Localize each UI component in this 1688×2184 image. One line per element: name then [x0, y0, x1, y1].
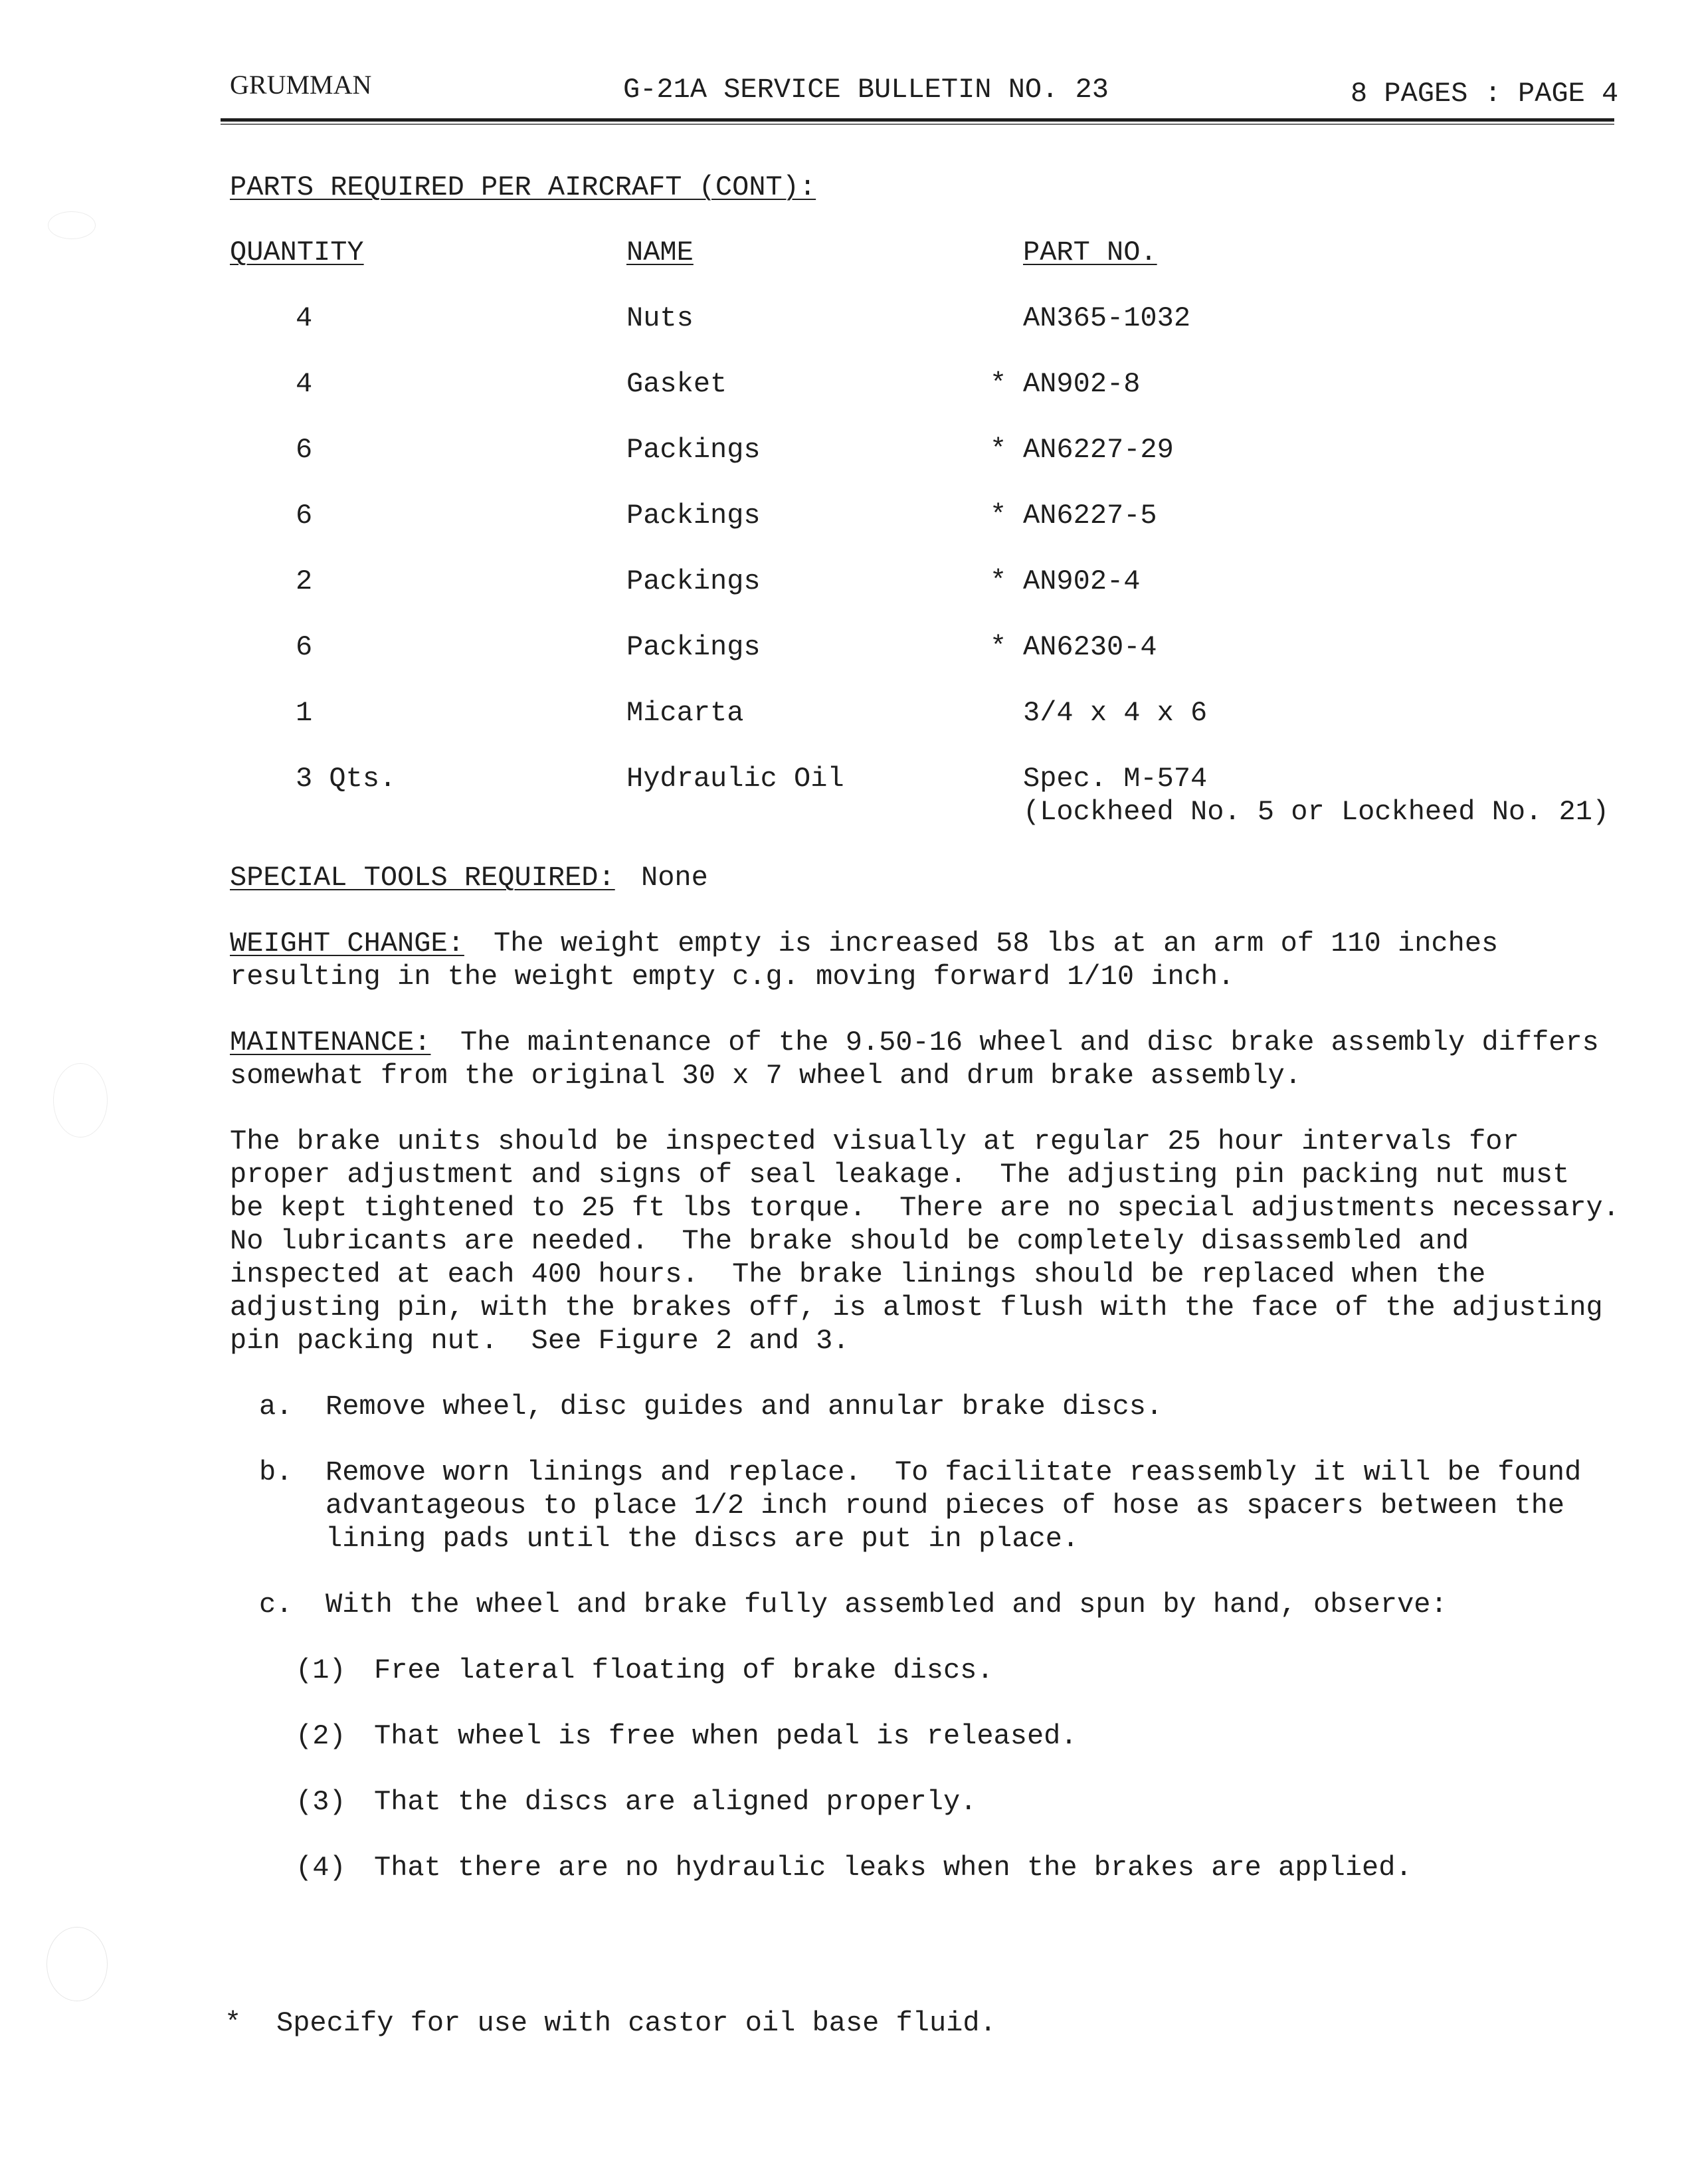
substep-marker: (3): [296, 1786, 346, 1818]
header-center: G-21A SERVICE BULLETIN NO. 23: [623, 74, 1109, 106]
paragraph-line: No lubricants are needed. The brake should be completely disassembled and: [230, 1225, 1469, 1257]
col-quantity-header: QUANTITY: [230, 237, 364, 268]
paragraph-line: The brake units should be inspected visually at regular 25 hour intervals for: [230, 1126, 1519, 1157]
substep-text: That wheel is free when pedal is released.: [374, 1720, 1078, 1752]
row-name: Gasket: [626, 368, 727, 400]
header-rule-thin: [221, 124, 1614, 125]
weight-change-label: WEIGHT CHANGE:: [230, 928, 464, 959]
row-name: Nuts: [626, 302, 694, 334]
footnote-text: Specify for use with castor oil base fluid.: [276, 2007, 996, 2039]
row-part-no: 3/4 x 4 x 6: [1023, 697, 1208, 729]
footnote-marker: *: [225, 2007, 242, 2039]
row-name: Micarta: [626, 697, 744, 729]
step-marker: a.: [259, 1391, 293, 1423]
weight-change-text: The weight empty is increased 58 lbs at an arm of 110 inches: [494, 928, 1499, 959]
col-name-header: NAME: [626, 237, 694, 268]
col-part-header: PART NO.: [1023, 237, 1157, 268]
scan-speck: [48, 211, 96, 239]
row-part-no: AN902-8: [1023, 368, 1141, 400]
row-name: Packings: [626, 631, 761, 663]
row-qty: 6: [296, 500, 313, 532]
step-text: lining pads until the discs are put in place.: [326, 1523, 1079, 1555]
paragraph-line: inspected at each 400 hours. The brake linings should be replaced when the: [230, 1258, 1486, 1290]
substep-marker: (2): [296, 1720, 346, 1752]
special-tools-value: None: [641, 862, 708, 894]
row-part-no: AN6227-5: [1023, 500, 1157, 532]
paragraph-line: pin packing nut. See Figure 2 and 3.: [230, 1325, 850, 1357]
substep-marker: (4): [296, 1852, 346, 1884]
scan-speck: [47, 1927, 108, 2001]
special-tools-label: SPECIAL TOOLS REQUIRED:: [230, 862, 615, 894]
scan-speck: [53, 1063, 108, 1138]
row-qty: 6: [296, 631, 313, 663]
row-qty: 4: [296, 368, 313, 400]
step-text: Remove wheel, disc guides and annular brake discs.: [326, 1391, 1163, 1423]
row-name: Packings: [626, 565, 761, 597]
step-text: With the wheel and brake fully assembled and spun by hand, observe:: [326, 1589, 1448, 1621]
substep-text: Free lateral floating of brake discs.: [374, 1654, 994, 1686]
parts-heading: PARTS REQUIRED PER AIRCRAFT (CONT):: [230, 171, 816, 203]
paragraph-line: adjusting pin, with the brakes off, is almost flush with the face of the adjusting: [230, 1292, 1603, 1324]
header-right: 8 PAGES : PAGE 4: [1351, 78, 1619, 110]
paragraph-line: be kept tightened to 25 ft lbs torque. There are no special adjustments necessary.: [230, 1192, 1620, 1224]
header-left: GRUMMAN: [230, 70, 372, 100]
weight-change-text: resulting in the weight empty c.g. moving forward 1/10 inch.: [230, 961, 1235, 993]
paragraph-line: proper adjustment and signs of seal leakage. The adjusting pin packing nut must: [230, 1159, 1570, 1191]
row-part-no: AN6230-4: [1023, 631, 1157, 663]
step-text: advantageous to place 1/2 inch round pieces of hose as spacers between the: [326, 1490, 1565, 1522]
row-star: *: [990, 368, 1007, 400]
maintenance-label: MAINTENANCE:: [230, 1027, 431, 1058]
row-star: *: [990, 434, 1007, 466]
row-qty: 4: [296, 302, 313, 334]
step-marker: c.: [259, 1589, 293, 1621]
row-part-no: AN6227-29: [1023, 434, 1174, 466]
row-part-no: Spec. M-574: [1023, 763, 1208, 795]
row-part-no: AN902-4: [1023, 565, 1141, 597]
step-marker: b.: [259, 1456, 293, 1488]
row-star: *: [990, 631, 1007, 663]
row-qty: 3 Qts.: [296, 763, 397, 795]
row-part-no-continued: (Lockheed No. 5 or Lockheed No. 21): [1023, 796, 1610, 828]
substep-text: That there are no hydraulic leaks when the brakes are applied.: [374, 1852, 1412, 1884]
maintenance-text: The maintenance of the 9.50-16 wheel and disc brake assembly differs: [460, 1027, 1599, 1058]
row-qty: 2: [296, 565, 313, 597]
row-qty: 1: [296, 697, 313, 729]
row-qty: 6: [296, 434, 313, 466]
row-name: Packings: [626, 500, 761, 532]
header-rule: [221, 118, 1614, 122]
row-star: *: [990, 565, 1007, 597]
row-part-no: AN365-1032: [1023, 302, 1191, 334]
substep-marker: (1): [296, 1654, 346, 1686]
row-name: Packings: [626, 434, 761, 466]
row-star: *: [990, 500, 1007, 532]
row-name: Hydraulic Oil: [626, 763, 844, 795]
step-text: Remove worn linings and replace. To facilitate reassembly it will be found: [326, 1456, 1582, 1488]
substep-text: That the discs are aligned properly.: [374, 1786, 977, 1818]
maintenance-text: somewhat from the original 30 x 7 wheel and drum brake assembly.: [230, 1060, 1302, 1092]
